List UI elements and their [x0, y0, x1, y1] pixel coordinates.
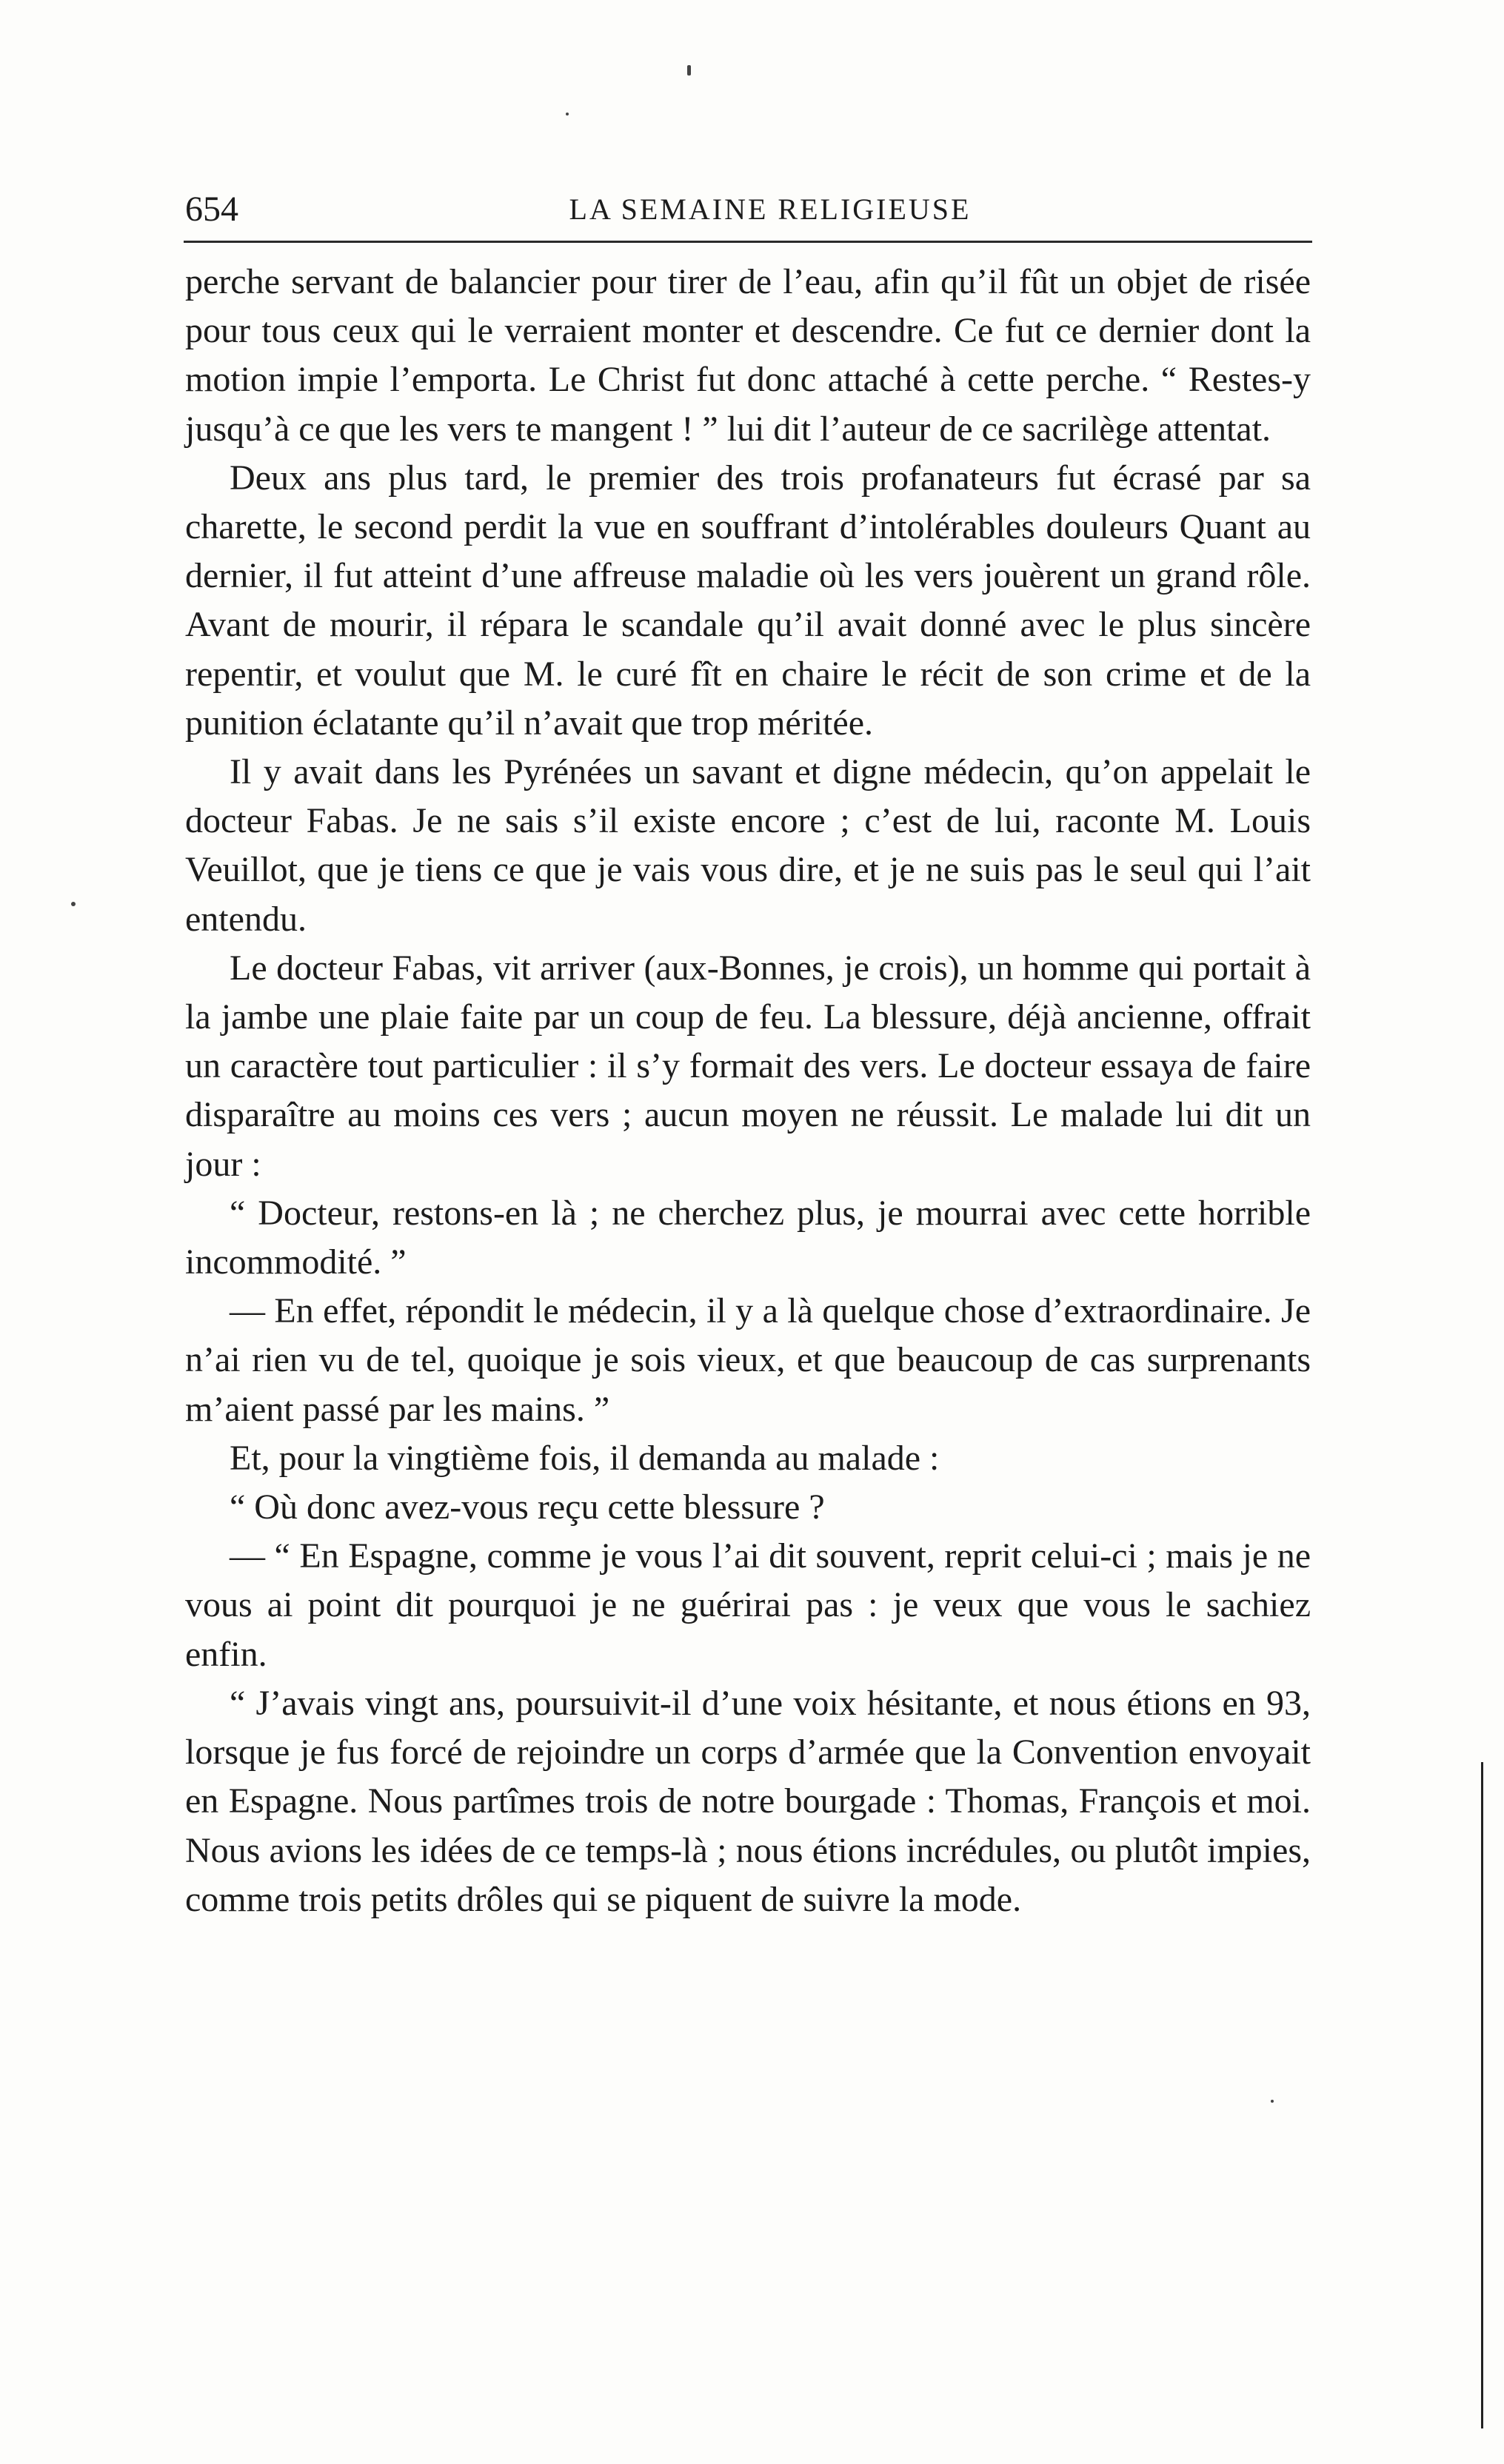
page-header	[185, 184, 1311, 235]
paragraph: Deux ans plus tard, le premier des trois profanateurs fut écrasé par sa charette, le second perdit la vue en souffrant d’intolérables douleurs Quant au dernier, il fut atteint d’une affreuse maladie où les vers jouèrent un grand rôle. Avant de mourir, il répara le scandale qu’il avait donné avec le plus sincère repentir, et voulut que M. le curé fît en chaire le récit de son crime et de la punition éclatante qu’il n’avait que trop méritée.	[185, 458, 1311, 743]
paragraph: “ Où donc avez-vous reçu cette blessure ?	[230, 1487, 825, 1527]
paragraph: “ Docteur, restons-en là ; ne cherchez plus, je mourrai avec cette horrible incommodité. ”	[185, 1193, 1311, 1282]
paragraph: Le docteur Fabas, vit arriver (aux-Bonnes, je crois), un homme qui portait à la jambe une plaie faite par un coup de feu. La blessure, déjà ancienne, offrait un caractère tout particulier : il s’y formait des vers. Le docteur essaya de faire disparaître au moins ces vers ; aucun moyen ne réussit. Le malade lui dit un jour :	[185, 948, 1311, 1184]
paragraph: “ J’avais vingt ans, poursuivit-il d’une voix hésitante, et nous étions en 93, lorsque je fus forcé de rejoindre un corps d’armée que la Convention envoyait en Espagne. Nous partîmes trois de notre bourgade : Thomas, François et moi. Nous avions les idées de ce temps-là ; nous étions incrédules, ou plutôt impies, comme trois petits drôles qui se piquent de suivre la mode.	[185, 1683, 1311, 1919]
paragraph: Et, pour la vingtième fois, il demanda au malade :	[230, 1438, 940, 1478]
paragraph: Il y avait dans les Pyrénées un savant et digne médecin, qu’on appelait le docteur Fabas. Je ne sais s’il existe encore ; c’est de lui, raconte M. Louis Veuillot, que je tiens ce que je vais vous dire, et je ne suis pas le seul qui l’ait entendu.	[185, 752, 1311, 939]
scan-speck	[566, 113, 569, 116]
scan-speck	[71, 902, 76, 906]
running-title: LA SEMAINE RELIGIEUSE	[569, 192, 972, 226]
paragraph: — “ En Espagne, comme je vous l’ai dit souvent, reprit celui-ci ; mais je ne vous ai point dit pourquoi je ne guérirai pas : je veux que vous le sachiez enfin.	[185, 1536, 1311, 1674]
paragraph: — En effet, répondit le médecin, il y a là quelque chose d’extraordinaire. Je n’ai rien vu de tel, quoique je sois vieux, et que beaucoup de cas surprenants m’aient passé par les mains. ”	[185, 1291, 1311, 1429]
header-rule	[184, 241, 1312, 243]
scan-speck	[687, 65, 691, 76]
scan-edge-line	[1481, 1762, 1483, 2428]
scan-speck	[1271, 2100, 1274, 2103]
page-number: 654	[185, 190, 238, 229]
paragraph-continuation: perche servant de balancier pour tirer de l’eau, afin qu’il fût un objet de risée pour tous ceux qui le verraient monter et descendre. Ce fut ce dernier dont la motion impie l’emporta. Le Christ fut donc attaché à cette perche. “ Restes-y jusqu’à ce que les vers te mangent ! ” lui dit l’auteur de ce sacrilège attentat.	[185, 262, 1311, 449]
body-text	[185, 258, 1311, 1924]
